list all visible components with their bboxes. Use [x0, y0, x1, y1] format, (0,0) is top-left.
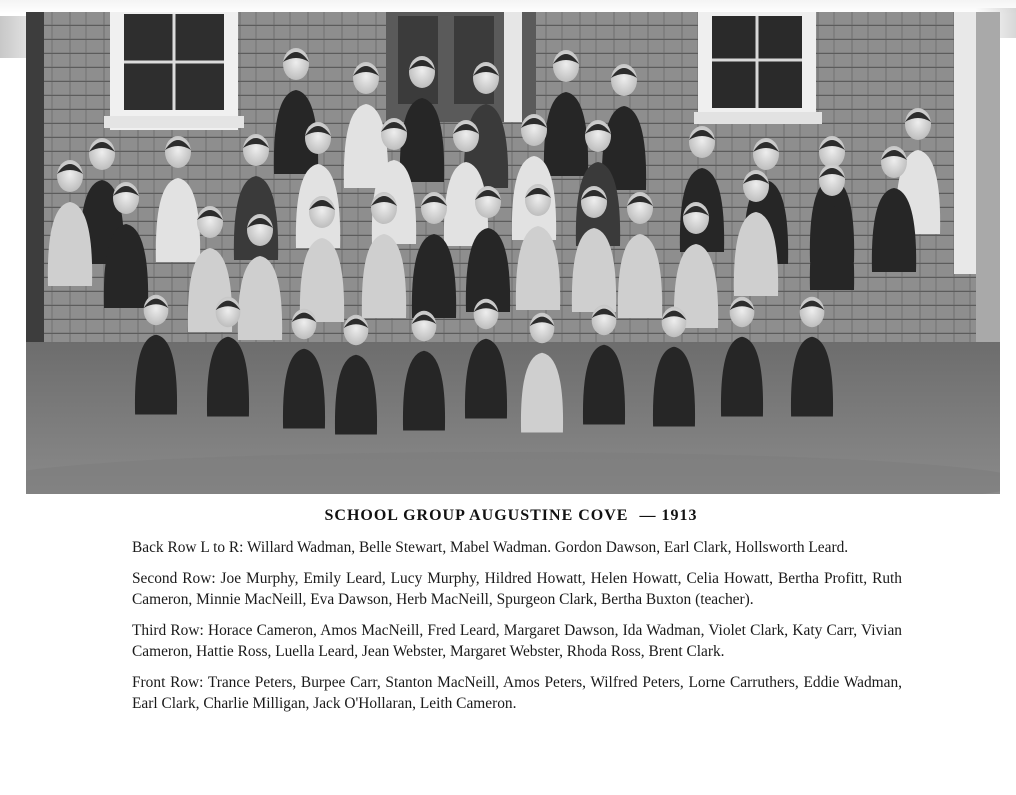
caption-title [0, 507, 1016, 525]
caption-rows [132, 537, 902, 724]
caption-title-text: SCHOOL GROUP AUGUSTINE COVE [324, 507, 629, 524]
caption-year: — 1913 [639, 507, 698, 524]
photo-illustration [26, 12, 1000, 494]
window-left [104, 12, 244, 130]
row-third: Third Row: Horace Cameron, Amos MacNeill, Fred Leard, Margaret Dawson, Ida Wadman, Violet Clark, Katy Carr, Vivian Cameron, Hattie Ross, Luella Leard, Jean Webster, Margaret Webster, Rhoda Ross, Brent Clark. [132, 622, 902, 660]
row-second: Second Row: Joe Murphy, Emily Leard, Lucy Murphy, Hildred Howatt, Helen Howatt, Celia Howatt, Bertha Profitt, Ruth Cameron, Minnie MacNeill, Eva Dawson, Herb MacNeill, Spurgeon Clark, Bertha Buxton (teacher). [132, 570, 902, 608]
corner-trim [954, 12, 976, 274]
row-back: Back Row L to R: Willard Wadman, Belle Stewart, Mabel Wadman. Gordon Dawson, Earl Clark, Hollsworth Leard. [132, 539, 849, 556]
school-group-photo [26, 12, 1000, 494]
window-right [694, 12, 822, 124]
door [386, 12, 536, 122]
row-front: Front Row: Trance Peters, Burpee Carr, Stanton MacNeill, Amos Peters, Wilfred Peters, Lorne Carruthers, Eddie Wadman, Earl Clark, Charlie Milligan, Jack O'Hollaran, Leith Cameron. [132, 674, 902, 712]
